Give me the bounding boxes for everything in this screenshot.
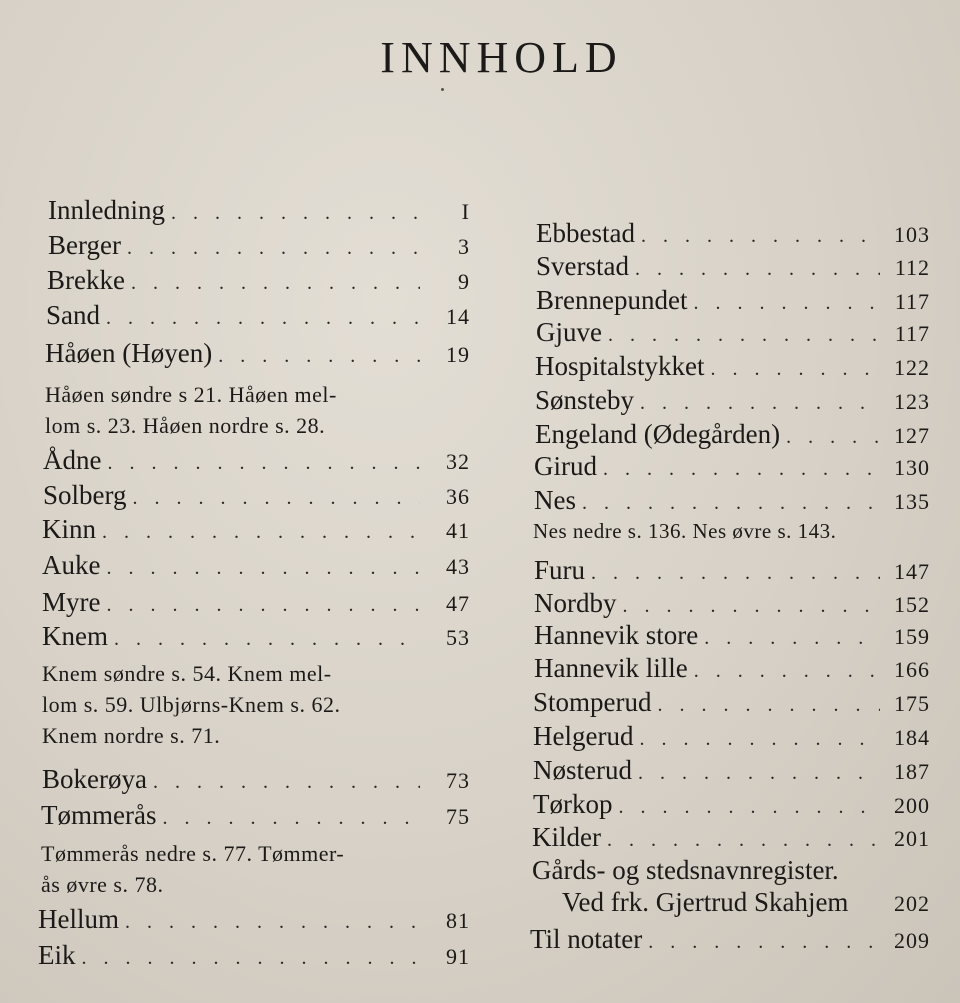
leader-dots <box>591 562 880 585</box>
entry-page: 36 <box>446 484 470 509</box>
leader-dots <box>607 829 880 852</box>
entry-page: 117 <box>894 289 930 314</box>
leader-dots <box>603 458 880 481</box>
toc-entry[interactable] <box>42 764 470 795</box>
toc-entry[interactable] <box>42 550 470 581</box>
entry-page: 81 <box>446 908 470 933</box>
toc-entry[interactable] <box>38 904 470 935</box>
entry-title: Girud <box>534 451 597 481</box>
entry-page: 152 <box>894 592 930 617</box>
entry-title: Auke <box>42 550 101 580</box>
leader-dots <box>648 931 880 954</box>
toc-entry[interactable] <box>534 588 930 619</box>
entry-title: Furu <box>534 555 586 585</box>
entry-page: 209 <box>894 928 930 953</box>
toc-entry[interactable] <box>536 317 930 348</box>
leader-dots <box>153 771 420 794</box>
entry-page: 91 <box>446 944 470 969</box>
leader-dots <box>693 292 880 315</box>
entry-title: Engeland (Ødegården) <box>535 419 781 449</box>
subentry-note: Håøen søndre s 21. Håøen mel- lom s. 23. Håøen nordre s. 28. <box>45 382 337 438</box>
entry-page: 200 <box>894 793 930 818</box>
entry-title: Tørkop <box>533 789 613 819</box>
entry-title: Knem <box>42 621 108 651</box>
entry-title: Nes <box>534 485 576 515</box>
toc-entry-register[interactable] <box>532 855 930 886</box>
entry-page: 123 <box>894 389 930 414</box>
entry-page: 166 <box>894 657 930 682</box>
toc-entry[interactable] <box>42 587 470 618</box>
toc-entry[interactable] <box>534 555 930 586</box>
entry-title: Håøen (Høyen) <box>45 338 213 368</box>
leader-dots <box>131 272 420 295</box>
entry-title: Berger <box>48 230 121 260</box>
entry-title: Nordby <box>534 588 617 618</box>
entry-page: 175 <box>894 691 930 716</box>
entry-title: Hannevik store <box>534 620 699 650</box>
leader-dots <box>106 307 420 330</box>
entry-title: Hannevik lille <box>534 653 688 683</box>
entry-title: Solberg <box>43 480 127 510</box>
toc-entry[interactable] <box>41 800 470 831</box>
toc-entry[interactable] <box>48 195 470 226</box>
toc-entry[interactable] <box>536 251 930 282</box>
entry-page: 19 <box>446 342 470 367</box>
toc-entry[interactable] <box>532 822 930 853</box>
entry-title: Brekke <box>47 265 125 295</box>
entry-page: 41 <box>446 518 470 543</box>
subentry-note: Knem søndre s. 54. Knem mel- lom s. 59. Ulbjørns-Knem s. 62. Knem nordre s. 71. <box>42 661 341 748</box>
entry-title: Hospitalstykket <box>535 351 705 381</box>
entry-page: 53 <box>446 625 470 650</box>
leader-dots <box>658 694 881 717</box>
leader-dots <box>639 728 880 751</box>
entry-page: 202 <box>894 891 930 916</box>
entry-title: Gjuve <box>536 317 602 347</box>
leader-dots <box>786 426 880 449</box>
leader-dots <box>711 358 881 381</box>
leader-dots <box>608 324 880 347</box>
entry-page: 73 <box>446 768 470 793</box>
subentry-note: Tømmerås nedre s. 77. Tømmer- ås øvre s. 78. <box>41 841 345 897</box>
leader-dots <box>218 345 420 368</box>
entry-title: Gårds- og stedsnavnregister. <box>532 855 839 885</box>
entry-page: I <box>461 199 470 224</box>
entry-page: 14 <box>446 304 470 329</box>
entry-page: 3 <box>458 234 470 259</box>
entry-title: Brennepundet <box>536 285 688 315</box>
toc-entry[interactable] <box>536 285 930 316</box>
entry-page: 122 <box>894 355 930 380</box>
leader-dots <box>133 487 420 510</box>
leader-dots <box>641 225 880 248</box>
entry-title: Til notater <box>530 924 643 954</box>
entry-title: Hellum <box>38 904 119 934</box>
toc-entry[interactable] <box>534 653 930 684</box>
entry-title: Ebbestad <box>536 218 635 248</box>
entry-page: 103 <box>894 222 930 247</box>
entry-page: 47 <box>446 591 470 616</box>
leader-dots <box>114 628 420 651</box>
entry-page: 187 <box>894 759 930 784</box>
entry-page: 130 <box>894 455 930 480</box>
entry-title: Myre <box>42 587 101 617</box>
leader-dots <box>82 947 421 970</box>
leader-dots <box>623 595 881 618</box>
subentry-note: Nes nedre s. 136. Nes øvre s. 143. <box>533 519 837 543</box>
leader-dots <box>694 660 880 683</box>
entry-page: 127 <box>894 423 930 448</box>
entry-page: 184 <box>894 725 930 750</box>
leader-dots <box>106 594 420 617</box>
page-title: INNHOLD <box>380 33 623 82</box>
leader-dots <box>635 258 880 281</box>
entry-title: Ådne <box>43 445 102 475</box>
leader-dots <box>618 796 880 819</box>
leader-dots <box>102 521 420 544</box>
toc-entry[interactable] <box>534 451 930 482</box>
entry-title: Eik <box>38 940 76 970</box>
leader-dots <box>704 627 880 650</box>
toc-entry[interactable] <box>535 351 930 382</box>
leader-dots <box>171 202 420 225</box>
entry-page: 9 <box>458 269 470 294</box>
entry-title: Sønsteby <box>535 385 635 415</box>
toc-entry[interactable] <box>535 419 930 450</box>
entry-title: Bokerøya <box>42 764 147 794</box>
toc-entry[interactable] <box>46 300 470 331</box>
toc-entry[interactable] <box>42 514 470 545</box>
leader-dots <box>640 392 880 415</box>
entry-page: 32 <box>446 449 470 474</box>
toc-entry[interactable] <box>48 230 470 261</box>
toc-entry[interactable] <box>43 445 470 476</box>
entry-title: Tømmerås <box>41 800 157 830</box>
leader-dots <box>106 557 420 580</box>
toc-entry[interactable] <box>530 924 930 955</box>
entry-title: Kinn <box>42 514 96 544</box>
leader-dots <box>125 911 420 934</box>
entry-title: Sverstad <box>536 251 629 281</box>
leader-dots <box>107 452 420 475</box>
toc-entry[interactable] <box>38 940 470 971</box>
ink-dot <box>441 88 444 91</box>
entry-page: 117 <box>894 321 930 346</box>
leader-dots <box>162 807 420 830</box>
entry-title: Kilder <box>532 822 601 852</box>
toc-entry[interactable] <box>534 620 930 651</box>
toc-entry[interactable] <box>533 789 930 820</box>
entry-title: Nøsterud <box>533 755 632 785</box>
entry-page: 147 <box>894 559 930 584</box>
toc-entry[interactable] <box>533 755 930 786</box>
leader-dots <box>127 237 420 260</box>
entry-page: 75 <box>446 804 470 829</box>
entry-title: Sand <box>46 300 100 330</box>
leader-dots <box>638 762 880 785</box>
entry-title: Innledning <box>48 195 165 225</box>
entry-page: 112 <box>894 255 930 280</box>
leader-dots <box>582 492 880 515</box>
toc-entry-register-author[interactable] <box>562 887 930 918</box>
entry-title: Stomperud <box>533 687 652 717</box>
toc-entry[interactable] <box>42 621 470 652</box>
toc-entry[interactable] <box>45 338 470 369</box>
toc-entry[interactable] <box>536 218 930 249</box>
toc-entry[interactable] <box>43 480 470 511</box>
entry-page: 43 <box>446 554 470 579</box>
entry-page: 135 <box>894 489 930 514</box>
entry-title: Ved frk. Gjertrud Skahjem <box>562 887 849 917</box>
toc-entry[interactable] <box>534 485 930 516</box>
toc-entry[interactable] <box>535 385 930 416</box>
entry-page: 159 <box>894 624 930 649</box>
toc-entry[interactable] <box>47 265 470 296</box>
entry-title: Helgerud <box>533 721 634 751</box>
toc-entry[interactable] <box>533 721 930 752</box>
toc-entry[interactable] <box>533 687 930 718</box>
entry-page: 201 <box>894 826 930 851</box>
